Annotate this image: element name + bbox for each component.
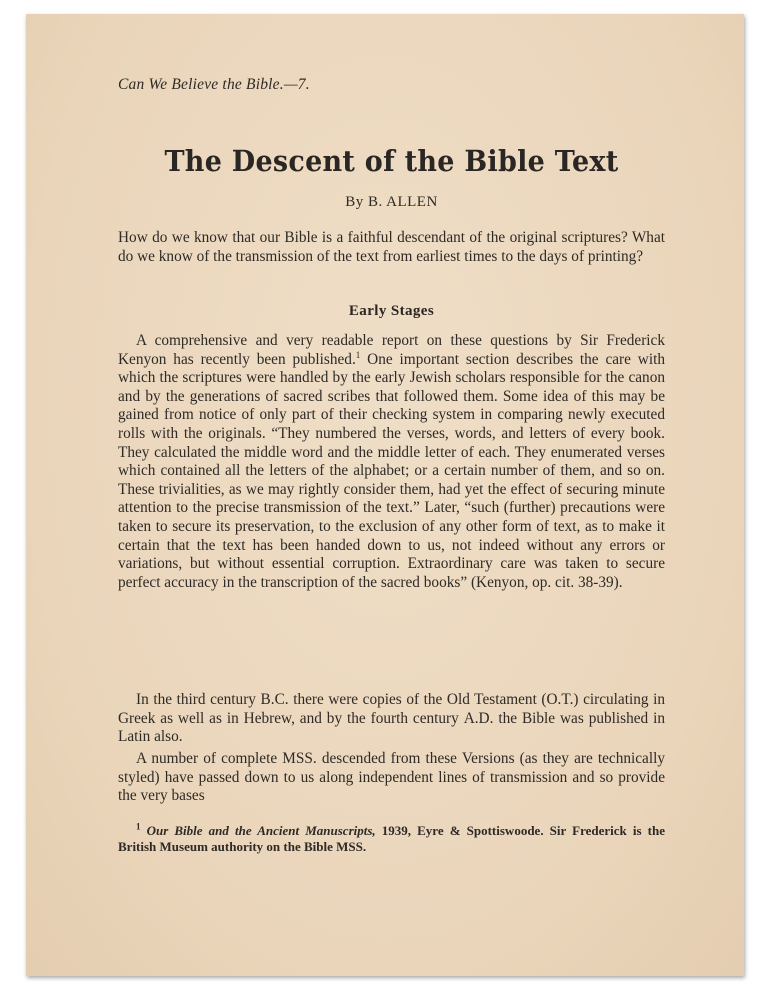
footnote-reference: 1 (355, 349, 361, 360)
footnote-source-title: Our Bible and the Ancient Manuscripts, (146, 823, 376, 838)
paragraph-2-part-a: In the third century (136, 691, 261, 708)
running-head: Can We Believe the Bible.—7. (118, 76, 310, 93)
paragraph-1-part-2: One important section describes the care with which the scriptures were handled by the early Jewish scholars responsible for the canon and by the generations of sacred scribes that followed them. Some idea of this may be gained from notice of only part of their checking system in comparing newly executed rolls with the originals. “They numbered the verses, words, and letters of every book. They calculated the middle word and the middle letter of each. They enumerated verses which contained all the letters of the alphabet; or a certain number of them, and so on. These trivialities, as we may rightly consider them, had yet the effect of securing minute attention to the precise transmission of the text.” Later, “such (further) precautions were taken to secure its preservation, to the exclusion of any other form of text, as to make it certain that the text has been handed down to us, not indeed without any errors or variations, but without essential corruption. Extraordinary care was taken to secure perfect accuracy in the transcription of the sacred books” (Kenyon, op. cit. 38-39). (118, 350, 666, 591)
body-paragraph-2 (118, 691, 665, 747)
intro-paragraph: How do we know that our Bible is a faithful descendant of the original scriptures? What do we know of the transmission of the text from earliest times to the days of printing? (118, 229, 665, 265)
body-paragraph-3: A number of complete MSS. descended from these Versions (as they are technically styled) have passed down to us along independent lines of transmission and so provide the very bases (118, 750, 665, 805)
paragraph-2-part-b: there were copies of the Old Testament (O.T.) circulating in Greek as well as in Hebrew, and by the fourth century (118, 691, 665, 727)
article-title: The Descent of the Bible Text (164, 144, 619, 178)
paragraph-1-part-1: A comprehensive and very readable report on these questions by Sir Frederick Kenyon has recently been published. (118, 332, 665, 368)
byline: By B. ALLEN (345, 194, 438, 210)
footnote-text: 1939, Eyre & Spottiswoode. Sir Frederick is the British Museum authority on the Bible MSS. (118, 823, 665, 854)
paragraph-2-part-c: the Bible was published in Latin also. (118, 709, 665, 746)
section-heading: Early Stages (348, 303, 435, 319)
footnote (118, 823, 665, 855)
era-bc: B.C. (260, 691, 289, 708)
footnote-marker: 1 (136, 821, 141, 832)
era-ad: A.D. (463, 709, 494, 727)
body-paragraph-1 (118, 332, 665, 592)
document-page (26, 14, 744, 976)
